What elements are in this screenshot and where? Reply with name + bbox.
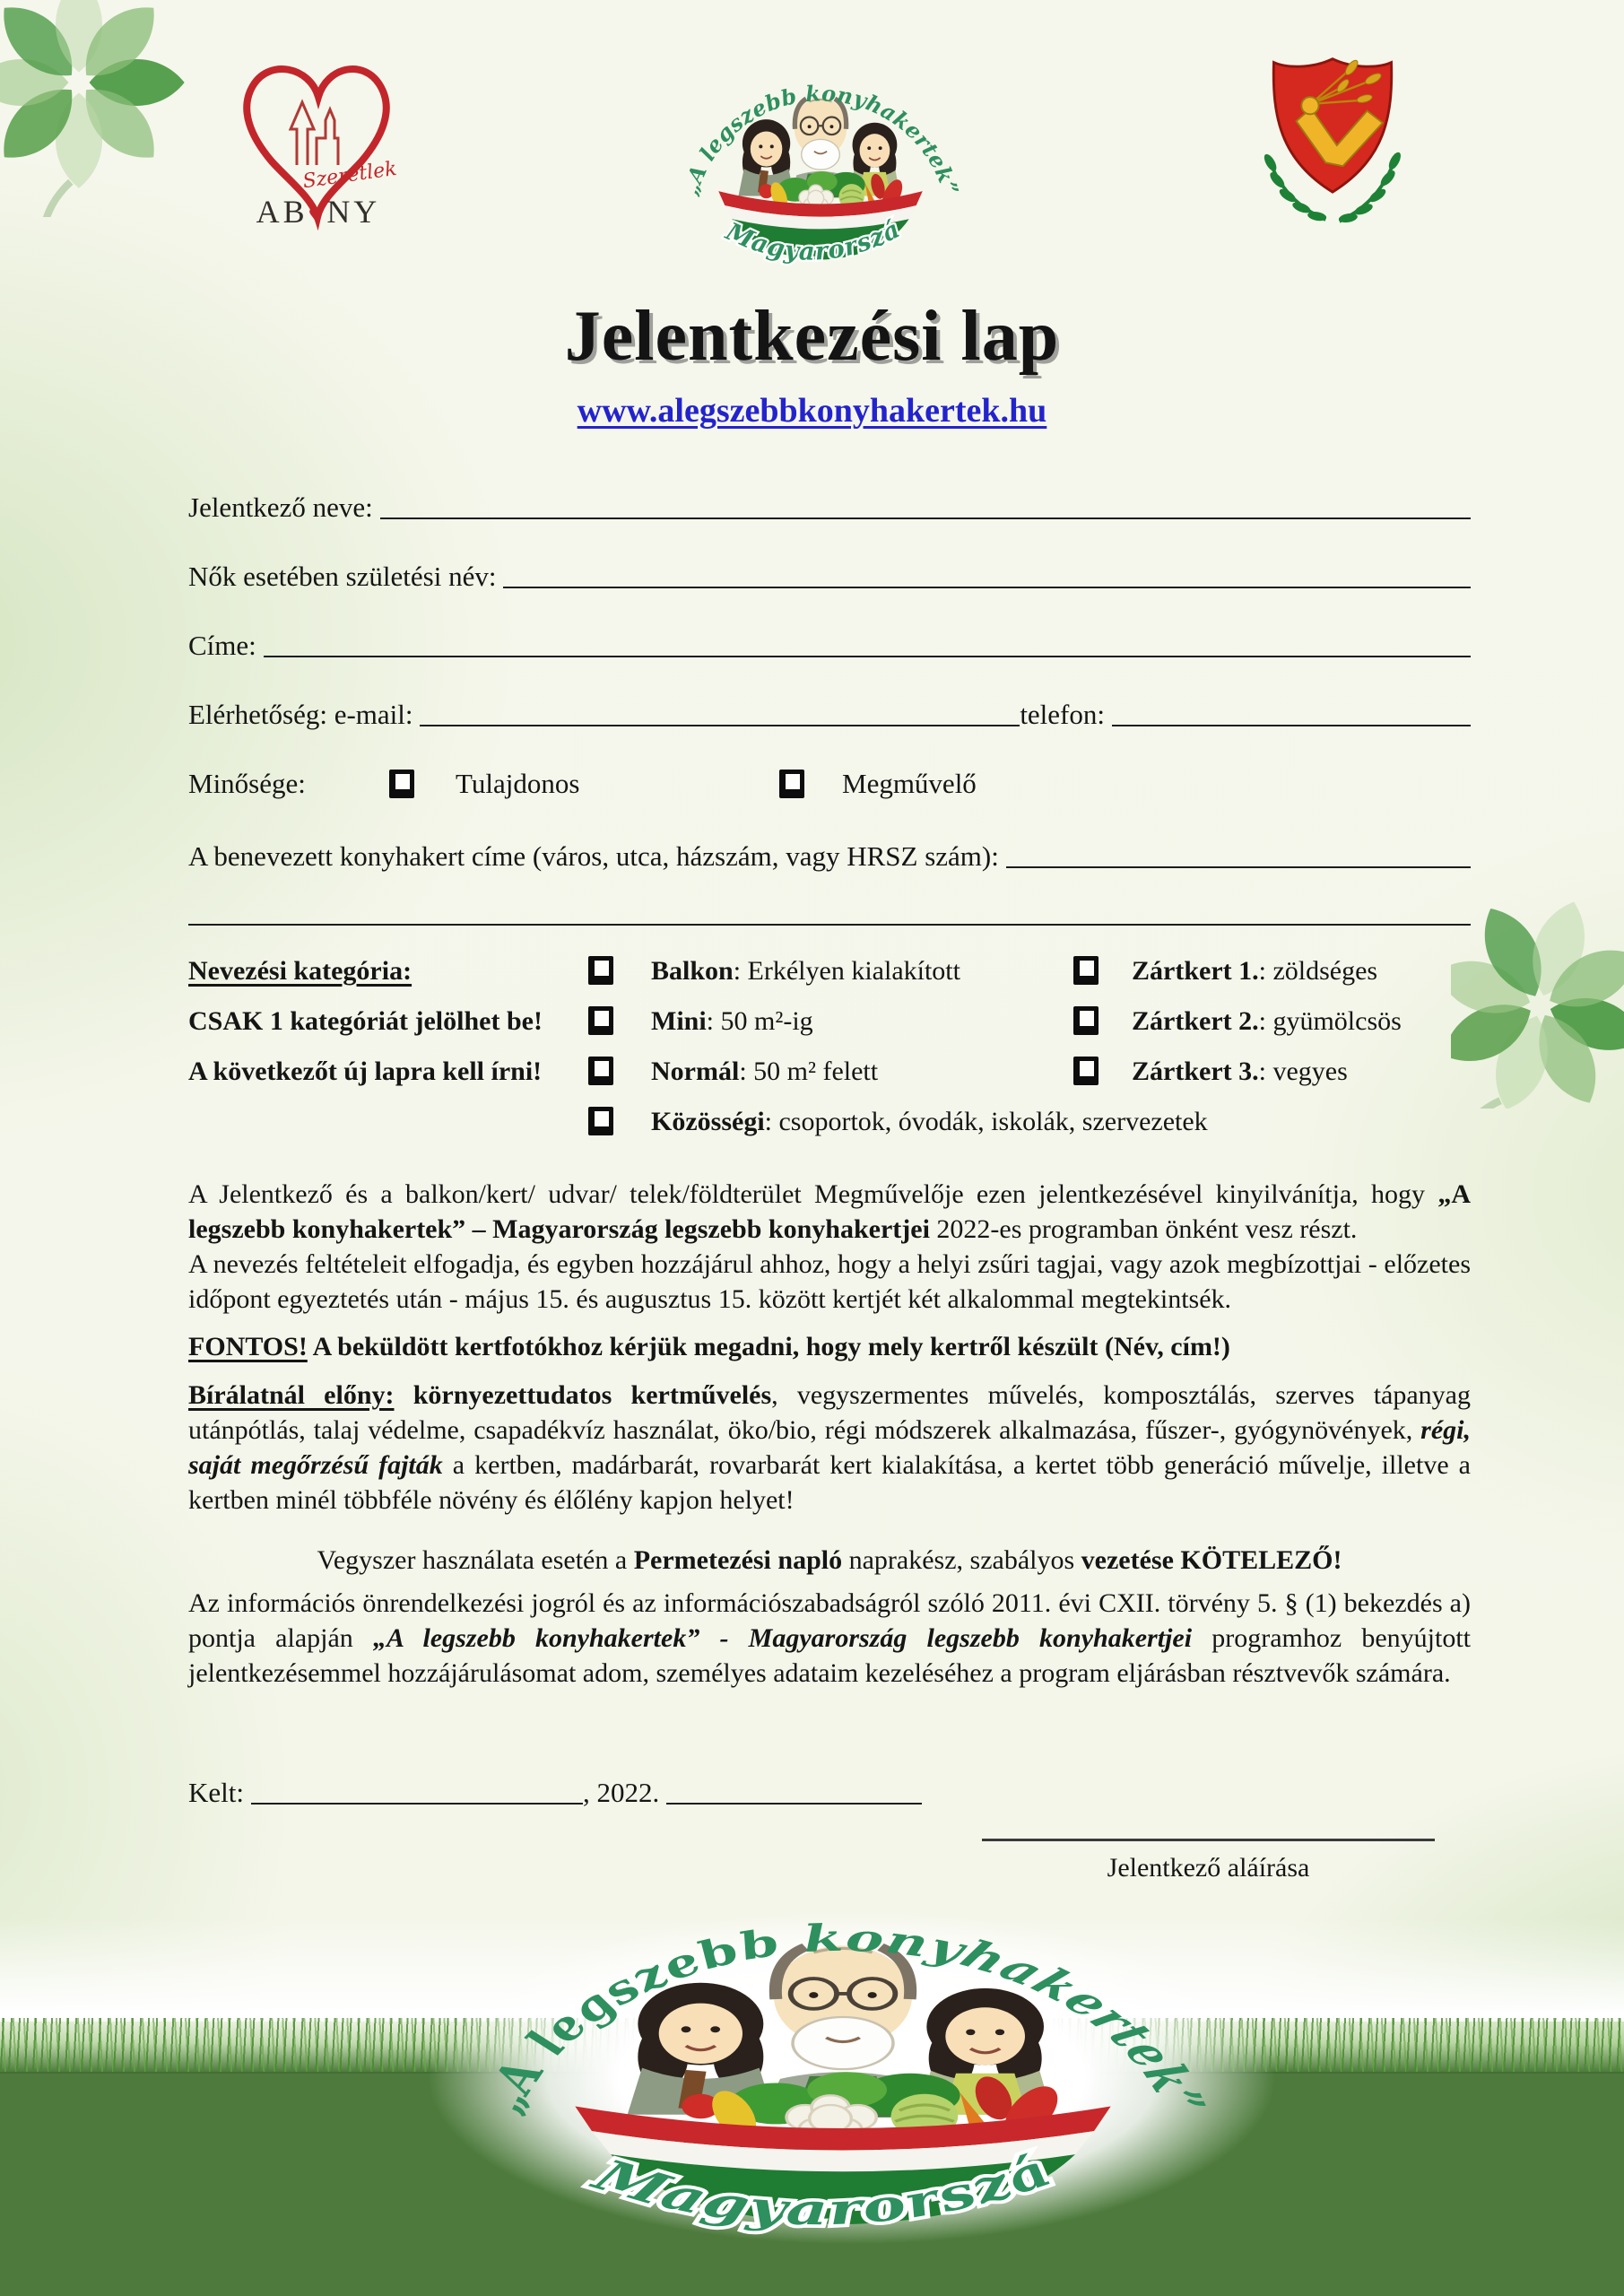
category-option-zartkert2: Zártkert 2.: gyümölcsös <box>1132 1006 1402 1036</box>
garden-address-input-line-2[interactable] <box>188 888 1471 926</box>
role-checkbox-cultivator[interactable] <box>779 770 804 798</box>
category-checkbox-balkon[interactable] <box>588 956 613 985</box>
abony-town-heart-icon: ♥ <box>308 201 327 229</box>
pesticide-line: Vegyszer használata esetén a Permetezési napló naprakész, szabályos vezetése KÖTELEZŐ! <box>317 1545 1342 1575</box>
coat-of-arms-icon <box>1238 43 1428 251</box>
abony-heart-logo <box>179 47 457 244</box>
garden-address-label: A benevezett konyhakert címe (város, utca, házszám, vagy HRSZ szám): <box>188 840 999 872</box>
name-label: Jelentkező neve: <box>188 491 373 523</box>
website-link[interactable]: www.alegszebbkonyhakertek.hu <box>577 392 1047 430</box>
category-checkbox-zartkert1[interactable] <box>1073 956 1099 985</box>
privacy-paragraph: Az információs önrendelkezési jogról és az információszabadságról szóló 2011. évi CXII. törvény 5. § (1) bekezdés a) pontja alapján „A legszebb konyhakertek” - Magyarország legszebb konyhakertjei programhoz benyújtott jelentkezésemmel hozzájárulásomat adom, személyes adataim kezeléséhez a program eljárásban résztvevők számára. <box>188 1588 1471 1688</box>
church-silhouette-icon <box>291 102 338 165</box>
category-checkbox-normal[interactable] <box>588 1057 613 1085</box>
category-option-normal: Normál: 50 m² felett <box>651 1057 879 1086</box>
field-row-birth-name <box>188 558 1471 596</box>
date-row <box>188 1774 906 1812</box>
date-label: Kelt: <box>188 1777 244 1808</box>
category-option-mini: Mini: 50 m²-ig <box>651 1006 813 1036</box>
date-place-line[interactable] <box>251 1803 583 1805</box>
category-row-3 <box>188 1057 1471 1101</box>
program-logo-footer <box>466 1821 1220 2260</box>
program-logo-header <box>677 25 964 281</box>
website-link-wrap <box>0 391 1624 430</box>
field-row-contact <box>188 696 1471 734</box>
email-input-line[interactable] <box>420 725 1020 726</box>
role-row <box>188 768 1471 809</box>
advantage-lead: Bírálatnál előny: <box>188 1380 395 1410</box>
declaration-sentence-2: A nevezés feltételeit elfogadja, és egyben hozzájárul ahhoz, hogy a helyi zsűri tagjai, vagy azok megbízottjai - előzetes időpont egyeztetés után - május 15. és augusztus 15. között kertjét két alkalommal megtekintsék. <box>188 1249 1471 1314</box>
side-flower-icon <box>1451 831 1624 1109</box>
role-checkbox-owner[interactable] <box>389 770 414 798</box>
declaration-sentence-1: A Jelentkező és a balkon/kert/ udvar/ telek/földterület Megművelője ezen jelentkezésével kinyilvánítja, hogy „A legszebb konyhakertek” – Magyarország legszebb konyhakertjei 2022-es programban önként vesz részt. <box>188 1179 1471 1244</box>
address-label: Címe: <box>188 630 256 661</box>
category-row-4 <box>188 1107 1471 1152</box>
important-line <box>188 1329 1471 1364</box>
advantage-paragraph: Bírálatnál előny: környezettudatos kertművelés, vegyszermentes művelés, komposztálás, szerves tápanyag utánpótlás, talaj védelme, csapadékvíz használat, öko/bio, régi módszerek alkalmazása, fűszer-, gyógynövények, régi, saját megőrzésű fajták a kertben, madárbarát, rovarbarát kert kialakítása, a kertet több generáció művelje, illetve a kertben minél többféle növény és élőlény kapjon helyet! <box>188 1380 1471 1515</box>
important-lead: FONTOS! <box>188 1332 308 1361</box>
role-option-owner: Tulajdonos <box>456 768 580 799</box>
category-checkbox-zartkert3[interactable] <box>1073 1057 1099 1085</box>
birth-name-label: Nők esetében születési név: <box>188 561 497 592</box>
abony-town-ab: AB <box>256 194 308 230</box>
signature-label: Jelentkező aláírása <box>1107 1853 1310 1883</box>
page-title: Jelentkezési lap <box>564 297 1060 376</box>
address-input-line[interactable] <box>264 656 1471 657</box>
category-row-2 <box>188 1006 1471 1051</box>
birth-name-input-line[interactable] <box>503 587 1471 588</box>
category-checkbox-zartkert2[interactable] <box>1073 1006 1099 1035</box>
field-row-name <box>188 489 1471 526</box>
category-note-1: CSAK 1 kategóriát jelölhet be! <box>188 1006 543 1036</box>
category-option-balkon: Balkon: Erkélyen kialakított <box>651 956 960 986</box>
svg-text:AB♥NY <box>256 194 381 230</box>
garden-address-input-line[interactable] <box>1006 866 1471 868</box>
category-option-zartkert3: Zártkert 3.: vegyes <box>1132 1057 1348 1086</box>
declaration-paragraph <box>188 1177 1471 1317</box>
category-note-2: A következőt új lapra kell írni! <box>188 1057 543 1086</box>
category-option-kozossegi: Közösségi: csoportok, óvodák, iskolák, szervezetek <box>651 1107 1208 1136</box>
date-year: , 2022. <box>583 1777 660 1808</box>
email-label: Elérhetőség: e-mail: <box>188 699 413 730</box>
field-row-garden-address <box>188 838 1471 875</box>
category-checkbox-mini[interactable] <box>588 1006 613 1035</box>
category-row-1 <box>188 956 1471 1001</box>
role-label: Minősége: <box>188 768 306 799</box>
phone-label: telefon: <box>1020 699 1105 730</box>
name-input-line[interactable] <box>380 517 1471 519</box>
category-heading: Nevezési kategória: <box>188 956 413 986</box>
abony-town-ny: NY <box>326 194 381 230</box>
important-rest: A beküldött kertfotókhoz kérjük megadni, hogy mely kertről készült (Név, cím!) <box>307 1332 1230 1361</box>
date-day-line[interactable] <box>666 1803 922 1805</box>
phone-input-line[interactable] <box>1112 725 1471 726</box>
category-checkbox-kozossegi[interactable] <box>588 1107 613 1135</box>
category-option-zartkert1: Zártkert 1.: zöldséges <box>1132 956 1378 986</box>
role-option-cultivator: Megművelő <box>842 768 977 799</box>
abony-script-text: Szeretlek <box>301 157 399 194</box>
field-row-address <box>188 627 1471 665</box>
